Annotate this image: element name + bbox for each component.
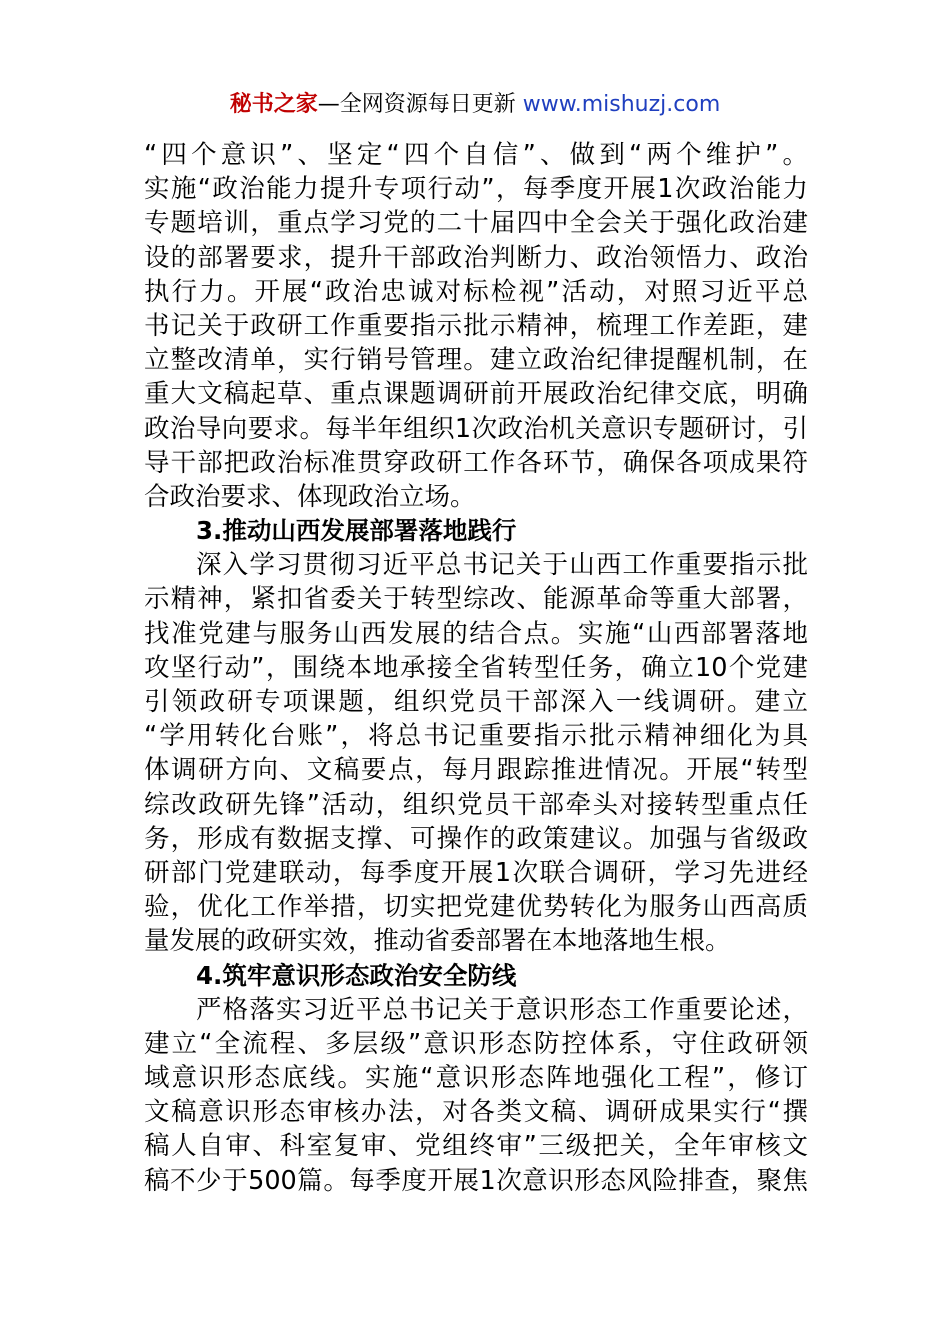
text-line: 稿不少于500篇。每季度开展1次意识形态风险排查，聚焦 <box>144 1165 808 1196</box>
text-line: 务，形成有数据支撑、可操作的政策建议。加强与省级政 <box>144 823 808 854</box>
website-link[interactable]: www.mishuzj.com <box>522 92 721 117</box>
text-line: 综改政研先锋”活动，组织党员干部牵头对接转型重点任 <box>144 789 808 820</box>
text-line: 重大文稿起草、重点课题调研前开展政治纪律交底，明确 <box>144 379 808 410</box>
document-body <box>144 138 808 1198</box>
text-line: 实施“政治能力提升专项行动”，每季度开展1次政治能力 <box>144 174 808 205</box>
section-heading-3: 3.推动山西发展部署落地践行 <box>196 516 517 546</box>
text-line: 执行力。开展“政治忠诚对标检视”活动，对照习近平总 <box>144 276 808 307</box>
text-line: 导干部把政治标准贯穿政研工作各环节，确保各项成果符 <box>144 447 808 478</box>
text-line: 政治导向要求。每半年组织1次政治机关意识专题研讨，引 <box>144 413 808 444</box>
text-line: “学用转化台账”，将总书记重要指示批示精神细化为具 <box>144 721 808 752</box>
text-line: 书记关于政研工作重要指示批示精神，梳理工作差距，建 <box>144 310 808 341</box>
text-line: 文稿意识形态审核办法，对各类文稿、调研成果实行“撰 <box>144 1097 808 1128</box>
text-line: 深入学习贯彻习近平总书记关于山西工作重要指示批 <box>196 550 808 581</box>
text-line: 域意识形态底线。实施“意识形态阵地强化工程”，修订 <box>144 1063 808 1094</box>
text-line: 立整改清单，实行销号管理。建立政治纪律提醒机制，在 <box>144 345 808 376</box>
text-line: 体调研方向、文稿要点，每月跟踪推进情况。开展“转型 <box>144 755 808 786</box>
text-line: 攻坚行动”，围绕本地承接全省转型任务，确立10个党建 <box>144 652 808 683</box>
text-line: 找准党建与服务山西发展的结合点。实施“山西部署落地 <box>144 618 808 649</box>
text-line: 示精神，紧扣省委关于转型综改、能源革命等重大部署， <box>144 584 808 615</box>
text-line: 量发展的政研实效，推动省委部署在本地落地生根。 <box>144 926 731 957</box>
text-line: 严格落实习近平总书记关于意识形态工作重要论述， <box>196 994 808 1025</box>
header-tagline: —全网资源每日更新 <box>317 92 516 117</box>
text-line: 合政治要求、体现政治立场。 <box>144 481 476 512</box>
section-heading-4: 4.筑牢意识形态政治安全防线 <box>196 960 517 990</box>
brand-name: 秘书之家 <box>229 92 318 117</box>
text-line: 建立“全流程、多层级”意识形态防控体系，守住政研领 <box>144 1028 808 1059</box>
text-line: 设的部署要求，提升干部政治判断力、政治领悟力、政治 <box>144 242 808 273</box>
text-line: 研部门党建联动，每季度开展1次联合调研，学习先进经 <box>144 857 808 888</box>
text-line: “四个意识”、坚定“四个自信”、做到“两个维护”。 <box>144 140 808 170</box>
text-line: 验，优化工作举措，切实把党建优势转化为服务山西高质 <box>144 892 808 923</box>
text-line: 稿人自审、科室复审、党组终审”三级把关，全年审核文 <box>144 1131 808 1162</box>
text-line: 专题培训，重点学习党的二十届四中全会关于强化政治建 <box>144 208 808 239</box>
text-line: 引领政研专项课题，组织党员干部深入一线调研。建立 <box>144 687 808 717</box>
document-header <box>0 90 950 120</box>
